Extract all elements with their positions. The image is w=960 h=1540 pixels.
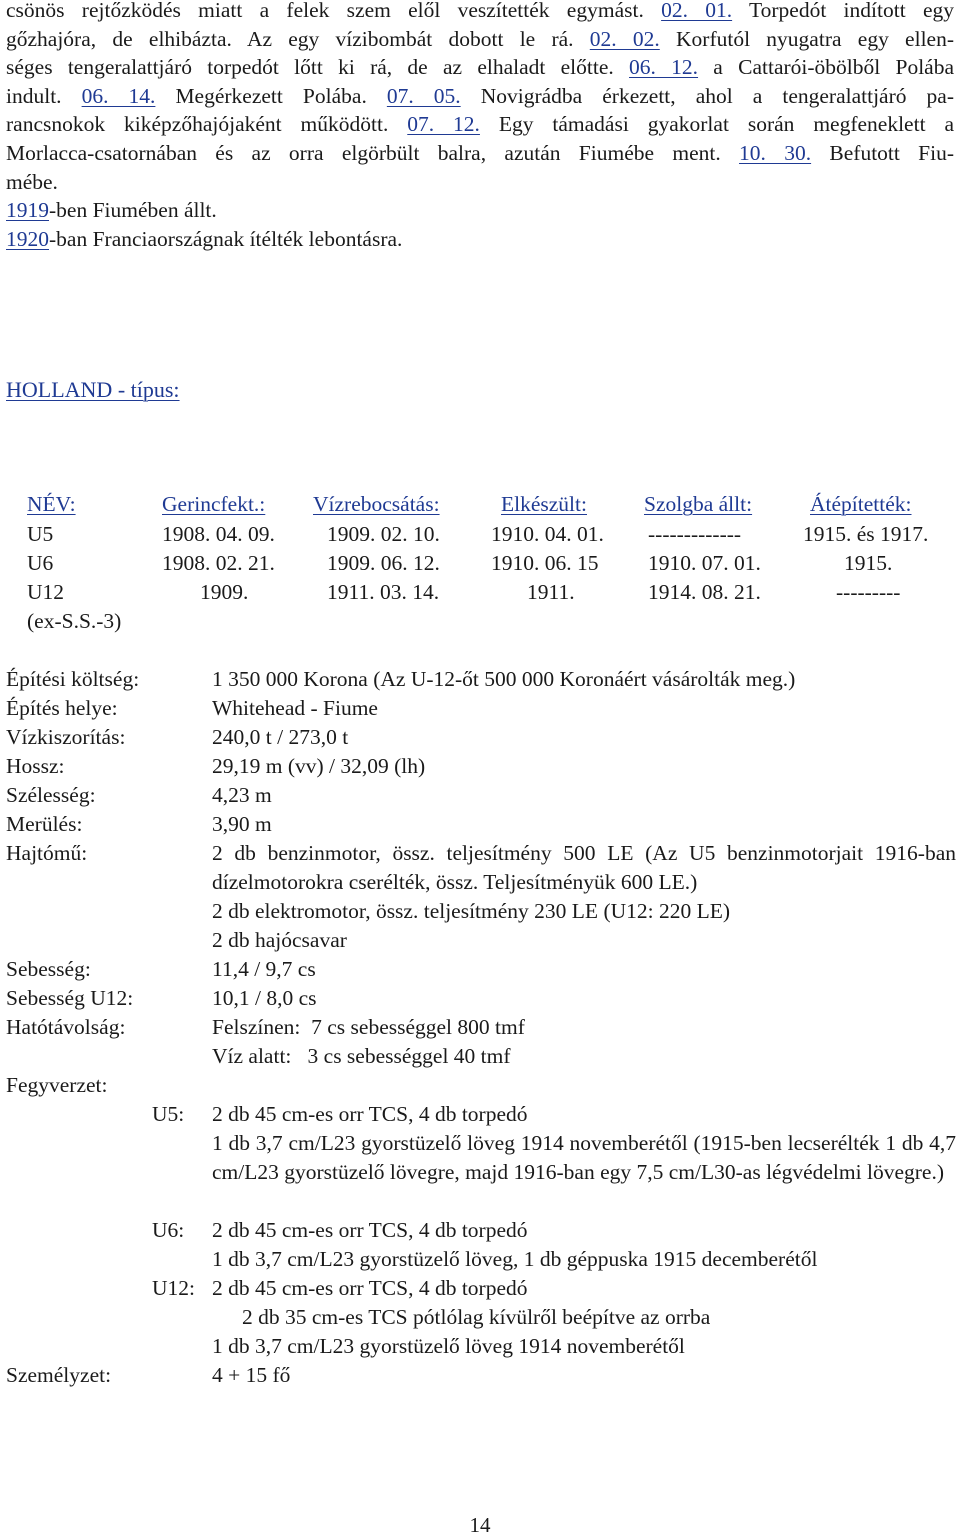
table-cell: 1908. 02. 21.	[162, 551, 275, 575]
table-header: Átépítették:	[810, 492, 912, 516]
table-cell: 1911.	[527, 580, 575, 604]
table-cell: 1909. 02. 10.	[327, 522, 440, 546]
spec-value: 1 db 3,7 cm/L23 gyorstüzelő löveg 1914 novemberétől	[212, 1334, 685, 1358]
weapon-boat-label: U12:	[152, 1276, 195, 1300]
spec-value: Whitehead - Fiume	[212, 696, 378, 720]
date-link[interactable]: 07. 05.	[386, 83, 461, 108]
spec-row	[6, 781, 956, 810]
spec-row	[6, 1216, 956, 1245]
spec-row	[6, 1042, 956, 1071]
spec-row	[6, 926, 956, 955]
table-cell: 1910. 07. 01.	[648, 551, 761, 575]
date-link[interactable]: 02. 02.	[589, 26, 660, 51]
table-header: NÉV:	[27, 492, 76, 516]
table-cell: 1909. 06. 12.	[327, 551, 440, 575]
spec-value: 1 350 000 Korona (Az U-12-őt 500 000 Koronáért vásárolták meg.)	[212, 667, 796, 691]
spec-value: 2 db hajócsavar	[212, 928, 347, 952]
table-header: Szolgba állt:	[644, 492, 753, 516]
spec-row	[6, 955, 956, 984]
table-cell: U6	[27, 551, 54, 575]
text-line: 1920-ban Franciaországnak ítélték lebontásra.	[6, 226, 403, 251]
spec-label: Hatótávolság:	[6, 1015, 126, 1039]
table-cell: 1915. és 1917.	[803, 522, 929, 546]
text-line: mébe.	[6, 169, 58, 194]
spec-value: 240,0 t / 273,0 t	[212, 725, 349, 749]
spec-label: Merülés:	[6, 812, 83, 836]
spec-row	[6, 1303, 956, 1332]
year-link[interactable]: 1920	[6, 226, 49, 251]
section-title[interactable]: HOLLAND - típus:	[6, 377, 180, 402]
spec-row	[6, 1274, 956, 1303]
spec-label: Hossz:	[6, 754, 65, 778]
spec-row	[6, 1129, 956, 1216]
page-number: 14	[469, 1513, 491, 1537]
spec-row	[6, 897, 956, 926]
spec-row	[6, 1245, 956, 1274]
spec-value: 2 db 45 cm-es orr TCS, 4 db torpedó	[212, 1276, 528, 1300]
table-header: Vízrebocsátás:	[313, 492, 440, 516]
spec-row	[6, 665, 956, 694]
spec-value: 1 db 3,7 cm/L23 gyorstüzelő löveg 1914 novemberétől (1915-ben lecserélték 1 db 4,7 cm/L23 gyorstüzelő lövegre, majd 1916-ban egy 7,5 cm/L30-as légvédelmi lövegre.)	[212, 1131, 956, 1184]
spec-label: Hajtómű:	[6, 841, 88, 865]
spec-row	[6, 810, 956, 839]
spec-row	[6, 984, 956, 1013]
table-cell: U12	[27, 580, 65, 604]
weapon-boat-label: U6:	[152, 1218, 185, 1242]
spec-value: 29,19 m (vv) / 32,09 (lh)	[212, 754, 426, 778]
table-cell: 1915.	[844, 551, 893, 575]
spec-value: 11,4 / 9,7 cs	[212, 957, 316, 981]
table-cell: -------------	[648, 522, 742, 546]
spec-row	[6, 752, 956, 781]
spec-label: Fegyverzet:	[6, 1073, 108, 1097]
date-link[interactable]: 06. 12.	[629, 55, 699, 80]
spec-row	[6, 839, 956, 897]
spec-value: 2 db elektromotor, össz. teljesítmény 230 LE (U12: 220 LE)	[212, 899, 731, 923]
weapon-boat-label: U5:	[152, 1102, 185, 1126]
spec-row	[6, 1332, 956, 1361]
text-line: rancsnokok kiképzőhajójaként működött. 07. 12. Egy támadási gyakorlat során megfeneklett a	[6, 112, 955, 137]
history-text	[6, 0, 954, 253]
table-cell: U5	[27, 522, 54, 546]
text-line: indult. 06. 14. Megérkezett Polába. 07. 05. Novigrádba érkezett, ahol a tengeralattjáró pa-	[6, 83, 954, 108]
spec-value: Felszínen: 7 cs sebességgel 800 tmf	[212, 1015, 525, 1039]
spec-label: Építési költség:	[6, 667, 140, 691]
table-cell: 1914. 08. 21.	[648, 580, 761, 604]
spec-value: Víz alatt: 3 cs sebességgel 40 tmf	[212, 1044, 511, 1068]
spec-row	[6, 1361, 956, 1390]
spec-value: 1 db 3,7 cm/L23 gyorstüzelő löveg, 1 db géppuska 1915 decemberétől	[212, 1247, 818, 1271]
spec-label: Szélesség:	[6, 783, 96, 807]
date-link[interactable]: 10. 30.	[739, 140, 812, 165]
text-line: séges tengeralattjáró torpedót lőtt ki rá, de az elhaladt előtte. 06. 12. a Cattarói-öbölből Polába	[6, 55, 955, 80]
spec-row	[6, 1013, 956, 1042]
spec-value: 2 db 45 cm-es orr TCS, 4 db torpedó	[212, 1102, 528, 1126]
table-cell: 1910. 04. 01.	[491, 522, 604, 546]
spec-value: 2 db benzinmotor, össz. teljesítmény 500 LE (Az U5 benzinmotorjait 1916-ban dízelmotorokra cserélték, össz. Teljesítményük 600 LE.)	[212, 841, 956, 894]
spec-label: Sebesség:	[6, 957, 91, 981]
spec-value: 10,1 / 8,0 cs	[212, 986, 317, 1010]
spec-label: Sebesség U12:	[6, 986, 134, 1010]
table-cell: ---------	[836, 580, 901, 604]
table-cell: 1910. 06. 15	[491, 551, 599, 575]
table-cell: 1908. 04. 09.	[162, 522, 275, 546]
year-link[interactable]: 1919	[6, 198, 49, 223]
text-line: gőzhajóra, de elhibázta. Az egy vízibombát dobott le rá. 02. 02. Korfutól nyugatra egy ellen-	[6, 26, 955, 51]
spec-label: Építés helye:	[6, 696, 118, 720]
spec-value: 2 db 35 cm-es TCS pótlólag kívülről beépítve az orrba	[242, 1305, 711, 1329]
spec-value: 3,90 m	[212, 812, 272, 836]
table-header: Gerincfekt.:	[162, 492, 266, 516]
text-line: csönös rejtőzködés miatt a felek szem elől veszítették egymást. 02. 01. Torpedót indított egy	[6, 0, 954, 22]
spec-label: Személyzet:	[6, 1363, 112, 1387]
text-line: 1919-ben Fiumében állt.	[6, 198, 217, 223]
table-cell: 1911. 03. 14.	[327, 580, 440, 604]
table-header: Elkészült:	[501, 492, 587, 516]
spec-value: 2 db 45 cm-es orr TCS, 4 db torpedó	[212, 1218, 528, 1242]
date-link[interactable]: 06. 14.	[81, 83, 156, 108]
date-link[interactable]: 07. 12.	[407, 112, 480, 137]
table-cell: 1909.	[200, 580, 249, 604]
table-cell: (ex-S.S.-3)	[27, 609, 122, 633]
spec-label: Vízkiszorítás:	[6, 725, 126, 749]
text-line: Morlacca-csatornában és az orra elgörbült balra, azután Fiumébe ment. 10. 30. Befutott Fiu-	[6, 140, 955, 165]
spec-value: 4,23 m	[212, 783, 272, 807]
spec-row	[6, 1100, 956, 1129]
spec-row	[6, 1071, 956, 1100]
spec-row	[6, 723, 956, 752]
spec-row	[6, 694, 956, 723]
date-link[interactable]: 02. 01.	[661, 0, 733, 22]
spec-value: 4 + 15 fő	[212, 1363, 291, 1387]
